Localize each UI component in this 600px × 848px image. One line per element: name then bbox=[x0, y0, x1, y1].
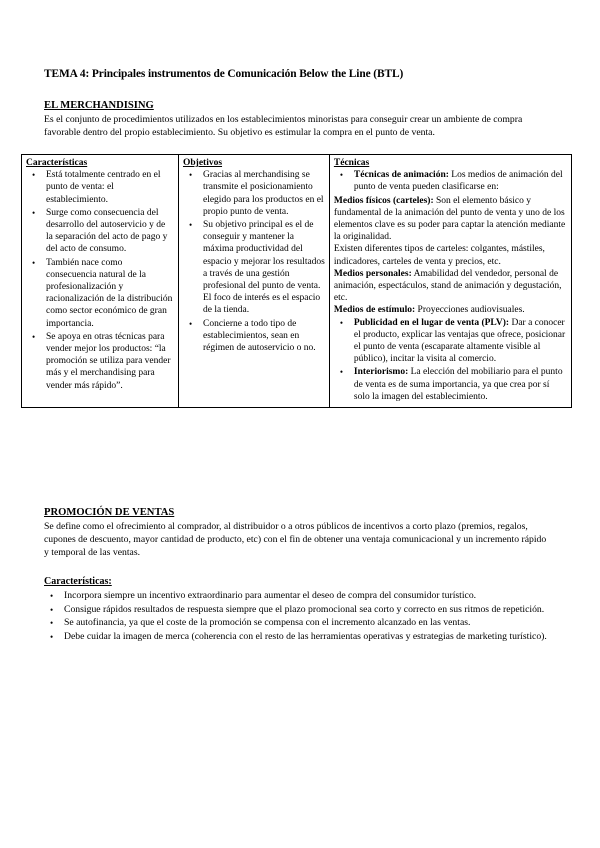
estimulo-label: Medios de estímulo: bbox=[333, 305, 416, 316]
list-item bbox=[354, 366, 567, 403]
list-item: • También nace como consecuencia natural de la profesionalización y racionalización de la distribución como sector económico de gran importancia. bbox=[46, 257, 174, 330]
objetivos-cell bbox=[178, 155, 329, 408]
plv-label: Publicidad en el lugar de venta (PLV): bbox=[353, 317, 510, 328]
col-header-caracteristicas: Características bbox=[26, 158, 88, 168]
list-item bbox=[354, 169, 567, 193]
list-item: • Surge como consecuencia del desarrollo del autoservicio y de la separación del acto de pago y del acto de consumo. bbox=[46, 207, 174, 256]
plv-text: Dar a conocer el producto, explicar las ventajas que ofrece, posicionar el punto de venta (escaparate altamente visible al público), incitar la visita al comercio. bbox=[353, 317, 566, 365]
personales-label: Medios personales: bbox=[333, 268, 412, 279]
tecnicas-list-top bbox=[334, 169, 567, 193]
tecnicas-cell bbox=[329, 155, 571, 408]
merchandising-intro: Es el conjunto de procedimientos utilizados en los establecimientos minoristas para conseguir crear un ambiente de compra favorable dentro del propio establecimiento. Su objetivo es estimular la compra en el punto de venta. bbox=[44, 114, 523, 138]
list-item: • Gracias al merchandising se transmite el posicionamiento elegido para los productos en el propio punto de venta. bbox=[203, 169, 325, 218]
animacion-label: Técnicas de animación: bbox=[353, 170, 449, 181]
list-item: • Se apoya en otras técnicas para vender mejor los productos: “la promoción se utiliza para vender más y el merchandising para vender más rápido”. bbox=[46, 331, 174, 392]
list-item: • Se autofinancia, ya que el coste de la promoción se compensa con el incremento alcanzado en las ventas. bbox=[64, 617, 564, 630]
list-item: • Concierne a todo tipo de establecimientos, sean en régimen de autoservicio o no. bbox=[203, 318, 325, 355]
col-header-objetivos: Objetivos bbox=[182, 158, 223, 168]
medios-personales bbox=[334, 268, 567, 305]
medios-estimulo bbox=[334, 304, 567, 316]
animacion-text: Los medios de animación del punto de venta pueden clasificarse en: bbox=[353, 170, 563, 193]
list-item: • Incorpora siempre un incentivo extraordinario para aumentar el deseo de compra del consumidor turístico. bbox=[64, 590, 564, 603]
fisicos-text: Son el elemento básico y fundamental de la animación del punto de venta y uno de los elementos clave es su poder para captar la atención mediante la originalidad. bbox=[333, 195, 566, 243]
objetivos-list bbox=[183, 169, 325, 354]
interiorismo-text: La elección del mobiliario para el punto de venta es de suma importancia, ya que crea por sí solo la imagen del establecimiento. bbox=[353, 367, 563, 402]
list-item: • Está totalmente centrado en el punto de venta: el establecimiento. bbox=[46, 169, 174, 206]
table-row bbox=[22, 155, 572, 408]
medios-fisicos bbox=[334, 195, 567, 244]
list-item: • Consigue rápidos resultados de respuesta siempre que el plazo promocional sea corto y correcto en sus ritmos de repetición. bbox=[64, 604, 564, 617]
tecnicas-list-bottom bbox=[334, 317, 567, 403]
promocion-intro: Se define como el ofrecimiento al comprador, al distribuidor o a otros públicos de incentivos a corto plazo (premios, regalos, cupones de descuento, mayor cantidad de producto, etc) con el fin de obtener una ventaja comunicacional y un incremento rápido y temporal de las ventas. bbox=[44, 521, 547, 558]
col-header-tecnicas: Técnicas bbox=[333, 158, 370, 168]
estimulo-text: Proyecciones audiovisuales. bbox=[415, 305, 525, 316]
promocion-caracteristicas-heading: Características: bbox=[44, 576, 112, 587]
carteles-text: Existen diferentes tipos de carteles: colgantes, mástiles, indicadores, carteles de venta y precios, etc. bbox=[333, 244, 545, 267]
merchandising-heading: EL MERCHANDISING bbox=[44, 100, 154, 111]
merchandising-table bbox=[21, 154, 572, 408]
promocion-heading: PROMOCIÓN DE VENTAS bbox=[44, 507, 175, 518]
promocion-caracteristicas-list bbox=[44, 590, 564, 644]
caracteristicas-cell bbox=[22, 155, 179, 408]
caracteristicas-list bbox=[26, 169, 174, 392]
list-item: • Su objetivo principal es el de conseguir y mantener la máxima productividad del espacio y mejorar los resultados a través de una gestión profesional del punto de venta. El foco de interés es el espacio de la tienda. bbox=[203, 219, 325, 317]
personales-text: Amabilidad del vendedor, personal de animación, espectáculos, stand de animación y degustación, etc. bbox=[333, 268, 562, 304]
interiorismo-label: Interiorismo: bbox=[353, 367, 409, 378]
page-title: TEMA 4: Principales instrumentos de Comunicación Below the Line (BTL) bbox=[44, 68, 404, 80]
list-item bbox=[354, 317, 567, 366]
fisicos-label: Medios físicos (carteles): bbox=[333, 195, 434, 206]
list-item: • Debe cuidar la imagen de merca (coherencia con el resto de las herramientas operativas y estrategias de marketing turístico). bbox=[64, 631, 564, 644]
